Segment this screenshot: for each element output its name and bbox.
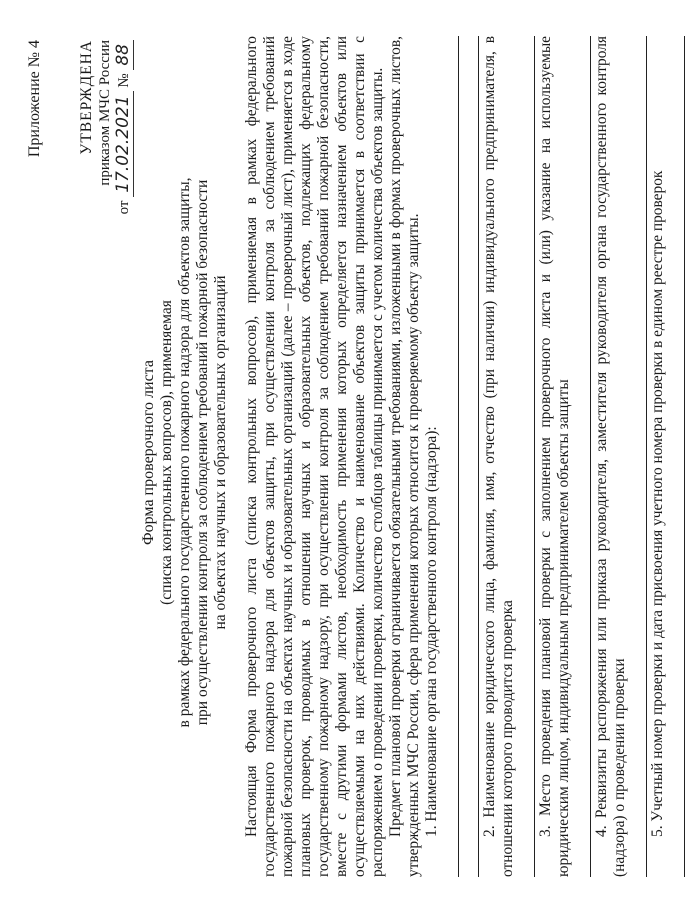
order-date-line [114, 40, 133, 270]
item-1-fill-line-2[interactable] [461, 36, 479, 877]
scope-paragraph: Предмет плановой проверки ограничивается обязательными требованиями, изложенными в формах проверочных листов, утвержденных МЧС России, сфера применения которых относится к проверяемому объекту защиты. [387, 36, 422, 877]
item-4: 4. Реквизиты распоряжения или приказа руководителя, заместителя руководителя органа государственного контроля (надзора) о проведении проверки [593, 36, 628, 877]
form-title [140, 90, 230, 815]
item-1-fill-line[interactable] [441, 36, 459, 877]
item-5: 5. Учетный номер проверки и дата присвоения учетного номера проверки в едином реестре проверок [649, 170, 666, 837]
item-3-fill-line[interactable] [573, 36, 591, 877]
title-line-2: (списка контрольных вопросов), применяемая [158, 300, 175, 605]
handwritten-number: 88 [113, 40, 134, 70]
order-reference: приказом МЧС России [97, 40, 113, 186]
title-line-3: в рамках федерального государственного пожарного надзора для объектов защиты, [176, 177, 193, 728]
item-4-fill-line[interactable] [629, 36, 647, 877]
handwritten-date: 17.02.2021 [113, 91, 134, 196]
number-prefix: № [116, 73, 132, 88]
item-3: 3. Место проведения плановой проверки с заполнением проверочного листа и (или) указание на используемые юридическим лицом, индивидуальным предпринимателем объекты защиты [537, 36, 572, 877]
item-5-fill-line[interactable] [667, 36, 685, 877]
title-line-4: при осуществлении контроля за соблюдением требований пожарной безопасности [194, 179, 211, 726]
annex-number: Приложение № 4 [26, 40, 43, 158]
approval-header [26, 40, 133, 270]
form-body [243, 36, 687, 877]
item-2-fill-line[interactable] [517, 36, 535, 877]
title-line-1: Форма проверочного листа [140, 360, 157, 545]
title-line-5: на объектах научных и образовательных организаций [212, 275, 229, 630]
intro-paragraph: Настоящая Форма проверочного листа (списка контрольных вопросов), применяемая в рамках федерального государственного пожарного надзора для объектов защиты, при осуществлении контроля за соблюдением требований пожарной безопасности на объектах научных и образовательных организаций (далее – проверочный лист), применяется в ходе плановых проверок, проводимых в отношении научных и образовательных объектов, подлежащих федеральному государственному пожарному надзору, при осуществлении контроля за соблюдением требований пожарной безопасности, вместе с другими формами листов, необходимость применения которых определяется назначением объектов или осуществляемыми на них действиями. Количество и наименование объектов защиты принимается в соответствии с распоряжением о проведении проверки, количество столбцов таблицы принимается с учетом количества объектов защиты. [243, 36, 386, 877]
item-1: 1. Наименование органа государственного контроля (надзора): [423, 426, 440, 837]
approved-label: УТВЕРЖДЕНА [78, 40, 95, 155]
date-prefix: от [116, 200, 132, 215]
item-2: 2. Наименование юридического лица, фамилия, имя, отчество (при наличии) индивидуального предпринимателя, в отношении которого проводится проверка [481, 36, 516, 877]
